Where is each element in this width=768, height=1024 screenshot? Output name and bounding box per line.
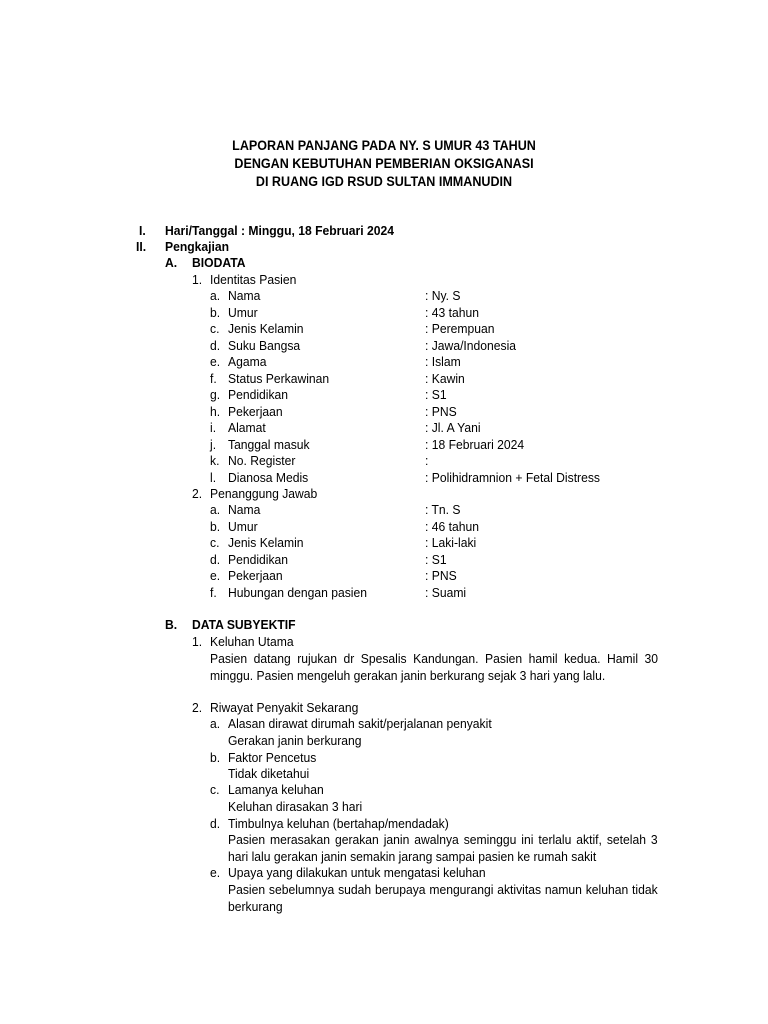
field-label: Status Perkawinan — [228, 370, 330, 386]
list-item-index: e. — [210, 568, 221, 583]
field-label: Pekerjaan — [228, 403, 283, 419]
field-label: Pendidikan — [228, 551, 289, 567]
riwayat-item-label: Faktor Pencetus — [228, 749, 317, 765]
field-label: Tanggal masuk — [228, 436, 310, 452]
list-item-index: b. — [210, 518, 221, 534]
field-label: Jenis Kelamin — [228, 535, 304, 550]
subyektif-letter: B. — [165, 617, 178, 632]
list-item-index: f. — [210, 584, 217, 600]
field-label: Jenis Kelamin — [228, 321, 304, 336]
field-label: Hubungan dengan pasien — [228, 584, 367, 600]
field-label: Agama — [228, 354, 267, 369]
field-label: Alamat — [228, 420, 266, 435]
field-value: : 43 tahun — [425, 304, 479, 320]
field-label: Suku Bangsa — [228, 337, 301, 353]
doc-title-line-2: DENGAN KEBUTUHAN PEMBERIAN OKSIGANASI — [234, 156, 534, 171]
list-item-index: f. — [210, 370, 217, 386]
field-value: : PNS — [425, 403, 457, 419]
field-value: : S1 — [425, 387, 447, 402]
list-item-index: i. — [210, 420, 217, 435]
doc-title-line-1: LAPORAN PANJANG PADA NY. S UMUR 43 TAHUN — [232, 138, 536, 153]
field-value: : Kawin — [425, 370, 465, 386]
doc-title-line-3: DI RUANG IGD RSUD SULTAN IMMANUDIN — [255, 174, 513, 189]
list-item-index: d. — [210, 551, 221, 567]
subyektif-heading: DATA SUBYEKTIF — [192, 617, 296, 632]
identitas-label: Identitas Pasien — [210, 272, 297, 287]
field-value: : S1 — [425, 551, 447, 567]
list-item-index: b. — [210, 304, 221, 320]
field-label: Nama — [228, 288, 261, 303]
field-label: Dianosa Medis — [228, 469, 309, 485]
list-item-index: e. — [210, 865, 221, 880]
riwayat-item-text: Keluhan dirasakan 3 hari — [228, 799, 363, 814]
identitas-number: 1. — [192, 272, 203, 287]
riwayat-item-text: Pasien sebelumnya sudah berupaya mengurangi aktivitas namun keluhan tidak berkurang — [228, 882, 658, 914]
biodata-letter: A. — [165, 255, 178, 270]
penanggung-number: 2. — [192, 486, 203, 501]
list-item-index: e. — [210, 354, 221, 369]
field-label: Umur — [228, 304, 258, 320]
riwayat-number: 2. — [192, 700, 203, 715]
riwayat-paragraph — [228, 832, 658, 865]
riwayat-item-label: Alasan dirawat dirumah sakit/perjalanan penyakit — [228, 716, 492, 731]
field-value: : Tn. S — [425, 502, 461, 517]
field-value: : Islam — [425, 354, 461, 369]
keluhan-number: 1. — [192, 634, 203, 649]
field-label: Umur — [228, 518, 258, 534]
penanggung-label: Penanggung Jawab — [210, 486, 318, 501]
list-item-index: c. — [210, 321, 220, 336]
riwayat-item-label: Upaya yang dilakukan untuk mengatasi keluhan — [228, 865, 486, 880]
list-item-index: d. — [210, 337, 221, 353]
list-item-index: a. — [210, 716, 221, 731]
field-value: : — [425, 453, 429, 468]
list-item-index: g. — [210, 387, 221, 402]
field-label: Pendidikan — [228, 387, 289, 402]
field-value: : Perempuan — [425, 321, 495, 336]
list-item-index: a. — [210, 502, 221, 517]
section-2-title: Pengkajian — [165, 239, 230, 254]
riwayat-item-label: Lamanya keluhan — [228, 782, 324, 797]
section-1-number: I. — [139, 223, 146, 238]
riwayat-label: Riwayat Penyakit Sekarang — [210, 700, 359, 715]
riwayat-item-text: Tidak diketahui — [228, 766, 310, 781]
field-value: : Polihidramnion + Fetal Distress — [425, 469, 600, 485]
field-label: No. Register — [228, 453, 296, 468]
list-item-index: c. — [210, 782, 220, 797]
keluhan-label: Keluhan Utama — [210, 634, 294, 649]
field-label: Nama — [228, 502, 261, 517]
field-value: : Ny. S — [425, 288, 461, 303]
list-item-index: j. — [210, 436, 217, 452]
list-item-index: a. — [210, 288, 221, 303]
list-item-index: h. — [210, 403, 221, 419]
field-value: : Laki-laki — [425, 535, 477, 550]
field-value: : Jl. A Yani — [425, 420, 481, 435]
field-value: : PNS — [425, 568, 457, 583]
riwayat-item-label: Timbulnya keluhan (bertahap/mendadak) — [228, 815, 449, 831]
list-item-index: d. — [210, 815, 221, 831]
riwayat-item-text: Pasien merasakan gerakan janin awalnya seminggu ini terlalu aktif, setelah 3 hari lalu gerakan janin semakin jarang sampai pasien ke rumah sakit — [228, 832, 658, 864]
riwayat-paragraph — [228, 882, 658, 915]
list-item-index: k. — [210, 453, 220, 468]
list-item-index: c. — [210, 535, 220, 550]
list-item-index: b. — [210, 749, 221, 765]
keluhan-paragraph — [210, 651, 658, 684]
section-2-number: II. — [136, 239, 147, 254]
list-item-index: l. — [210, 469, 217, 485]
field-value: : Jawa/Indonesia — [425, 337, 517, 353]
biodata-heading: BIODATA — [192, 255, 246, 270]
field-value: : Suami — [425, 584, 467, 600]
field-value: : 46 tahun — [425, 518, 479, 534]
section-1-date: Hari/Tanggal : Minggu, 18 Februari 2024 — [165, 223, 395, 238]
field-label: Pekerjaan — [228, 568, 283, 583]
field-value: : 18 Februari 2024 — [425, 436, 525, 452]
riwayat-item-text: Gerakan janin berkurang — [228, 733, 362, 748]
keluhan-text: Pasien datang rujukan dr Spesalis Kandungan. Pasien hamil kedua. Hamil 30 minggu. Pasien mengeluh gerakan janin berkurang sejak 3 hari yang lalu. — [210, 651, 659, 683]
